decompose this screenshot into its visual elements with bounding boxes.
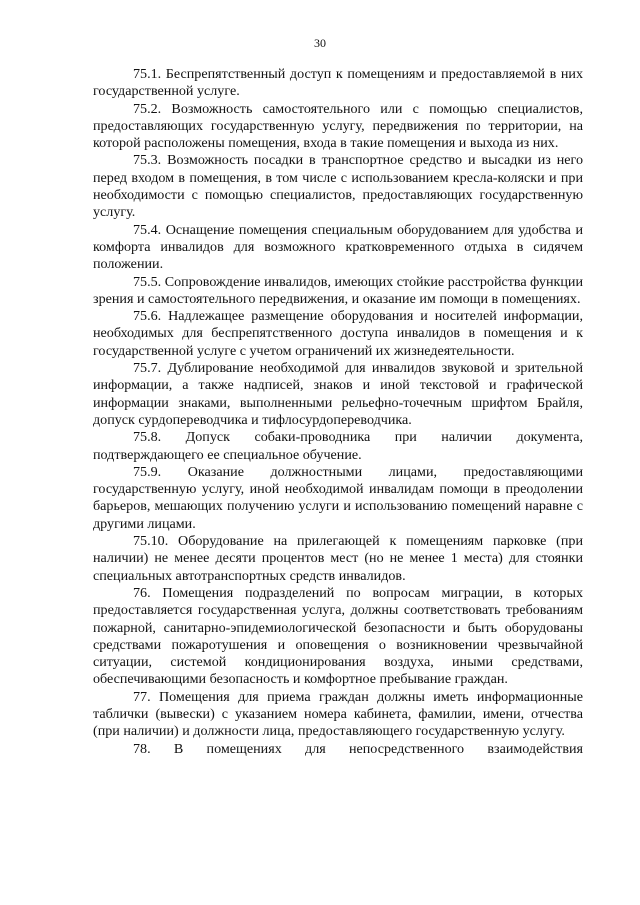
paragraph-75-6: 75.6. Надлежащее размещение оборудования и носителей информации, необходимых для беспрепятственного доступа инвалидов в помещения и к государственной услуге с учетом ограничений их жизнедеятельности.	[93, 308, 583, 359]
paragraph-75-2: 75.2. Возможность самостоятельного или с помощью специалистов, предоставляющих государственную услугу, передвижения по территории, на которой расположены помещения, входа в такие помещения и выхода из них.	[93, 100, 583, 152]
paragraph-75-7: 75.7. Дублирование необходимой для инвалидов звуковой и зрительной информации, а также надписей, знаков и иной текстовой и графической информации знаками, выполненными рельефно-точечным шрифтом Брайля, допуск сурдопереводчика и тифлосурдопереводчика.	[93, 360, 583, 428]
page-number: 30	[314, 36, 326, 50]
paragraph-77: 77. Помещения для приема граждан должны иметь информационные таблички (вывески) с указанием номера кабинета, фамилии, имени, отчества (при наличии) и должности лица, предоставляющего государственную услугу.	[93, 688, 583, 740]
paragraph-78: 78. В помещениях для непосредственного взаимодействия	[133, 740, 583, 757]
paragraph-75-9: 75.9. Оказание должностными лицами, предоставляющими государственную услугу, иной необходимой инвалидам помощи в преодолении барьеров, мешающих получению услуги и использованию помещений наравне с другими лицами.	[93, 463, 583, 532]
paragraph-75-8: 75.8. Допуск собаки-проводника при наличии документа, подтверждающего ее специальное обучение.	[93, 429, 583, 463]
paragraph-75-3: 75.3. Возможность посадки в транспортное средство и высадки из него перед входом в помещения, в том числе с использованием кресла-коляски и при необходимости с помощью специалистов, предоставляющих государственную услугу.	[93, 152, 583, 221]
paragraph-75-4: 75.4. Оснащение помещения специальным оборудованием для удобства и комфорта инвалидов для возможного кратковременного отдыха в сидячем положении.	[93, 221, 583, 273]
paragraph-75-1: 75.1. Беспрепятственный доступ к помещениям и предоставляемой в них государственной услуге.	[93, 66, 583, 100]
paragraph-75-10: 75.10. Оборудование на прилегающей к помещениям парковке (при наличии) не менее десяти процентов мест (но не менее 1 места) для стоянки специальных автотранспортных средств инвалидов.	[93, 533, 583, 584]
paragraph-76: 76. Помещения подразделений по вопросам миграции, в которых предоставляется государственная услуга, должны соответствовать требованиям пожарной, санитарно-эпидемиологической безопасности и быть оборудованы средствами пожаротушения и оповещения о возникновении чрезвычайной ситуации, системой кондиционирования воздуха, иными средствами, обеспечивающими безопасность и комфортное пребывание граждан.	[93, 584, 583, 688]
paragraph-75-5: 75.5. Сопровождение инвалидов, имеющих стойкие расстройства функции зрения и самостоятельного передвижения, и оказание им помощи в помещениях.	[93, 273, 583, 307]
document-body	[93, 66, 583, 758]
